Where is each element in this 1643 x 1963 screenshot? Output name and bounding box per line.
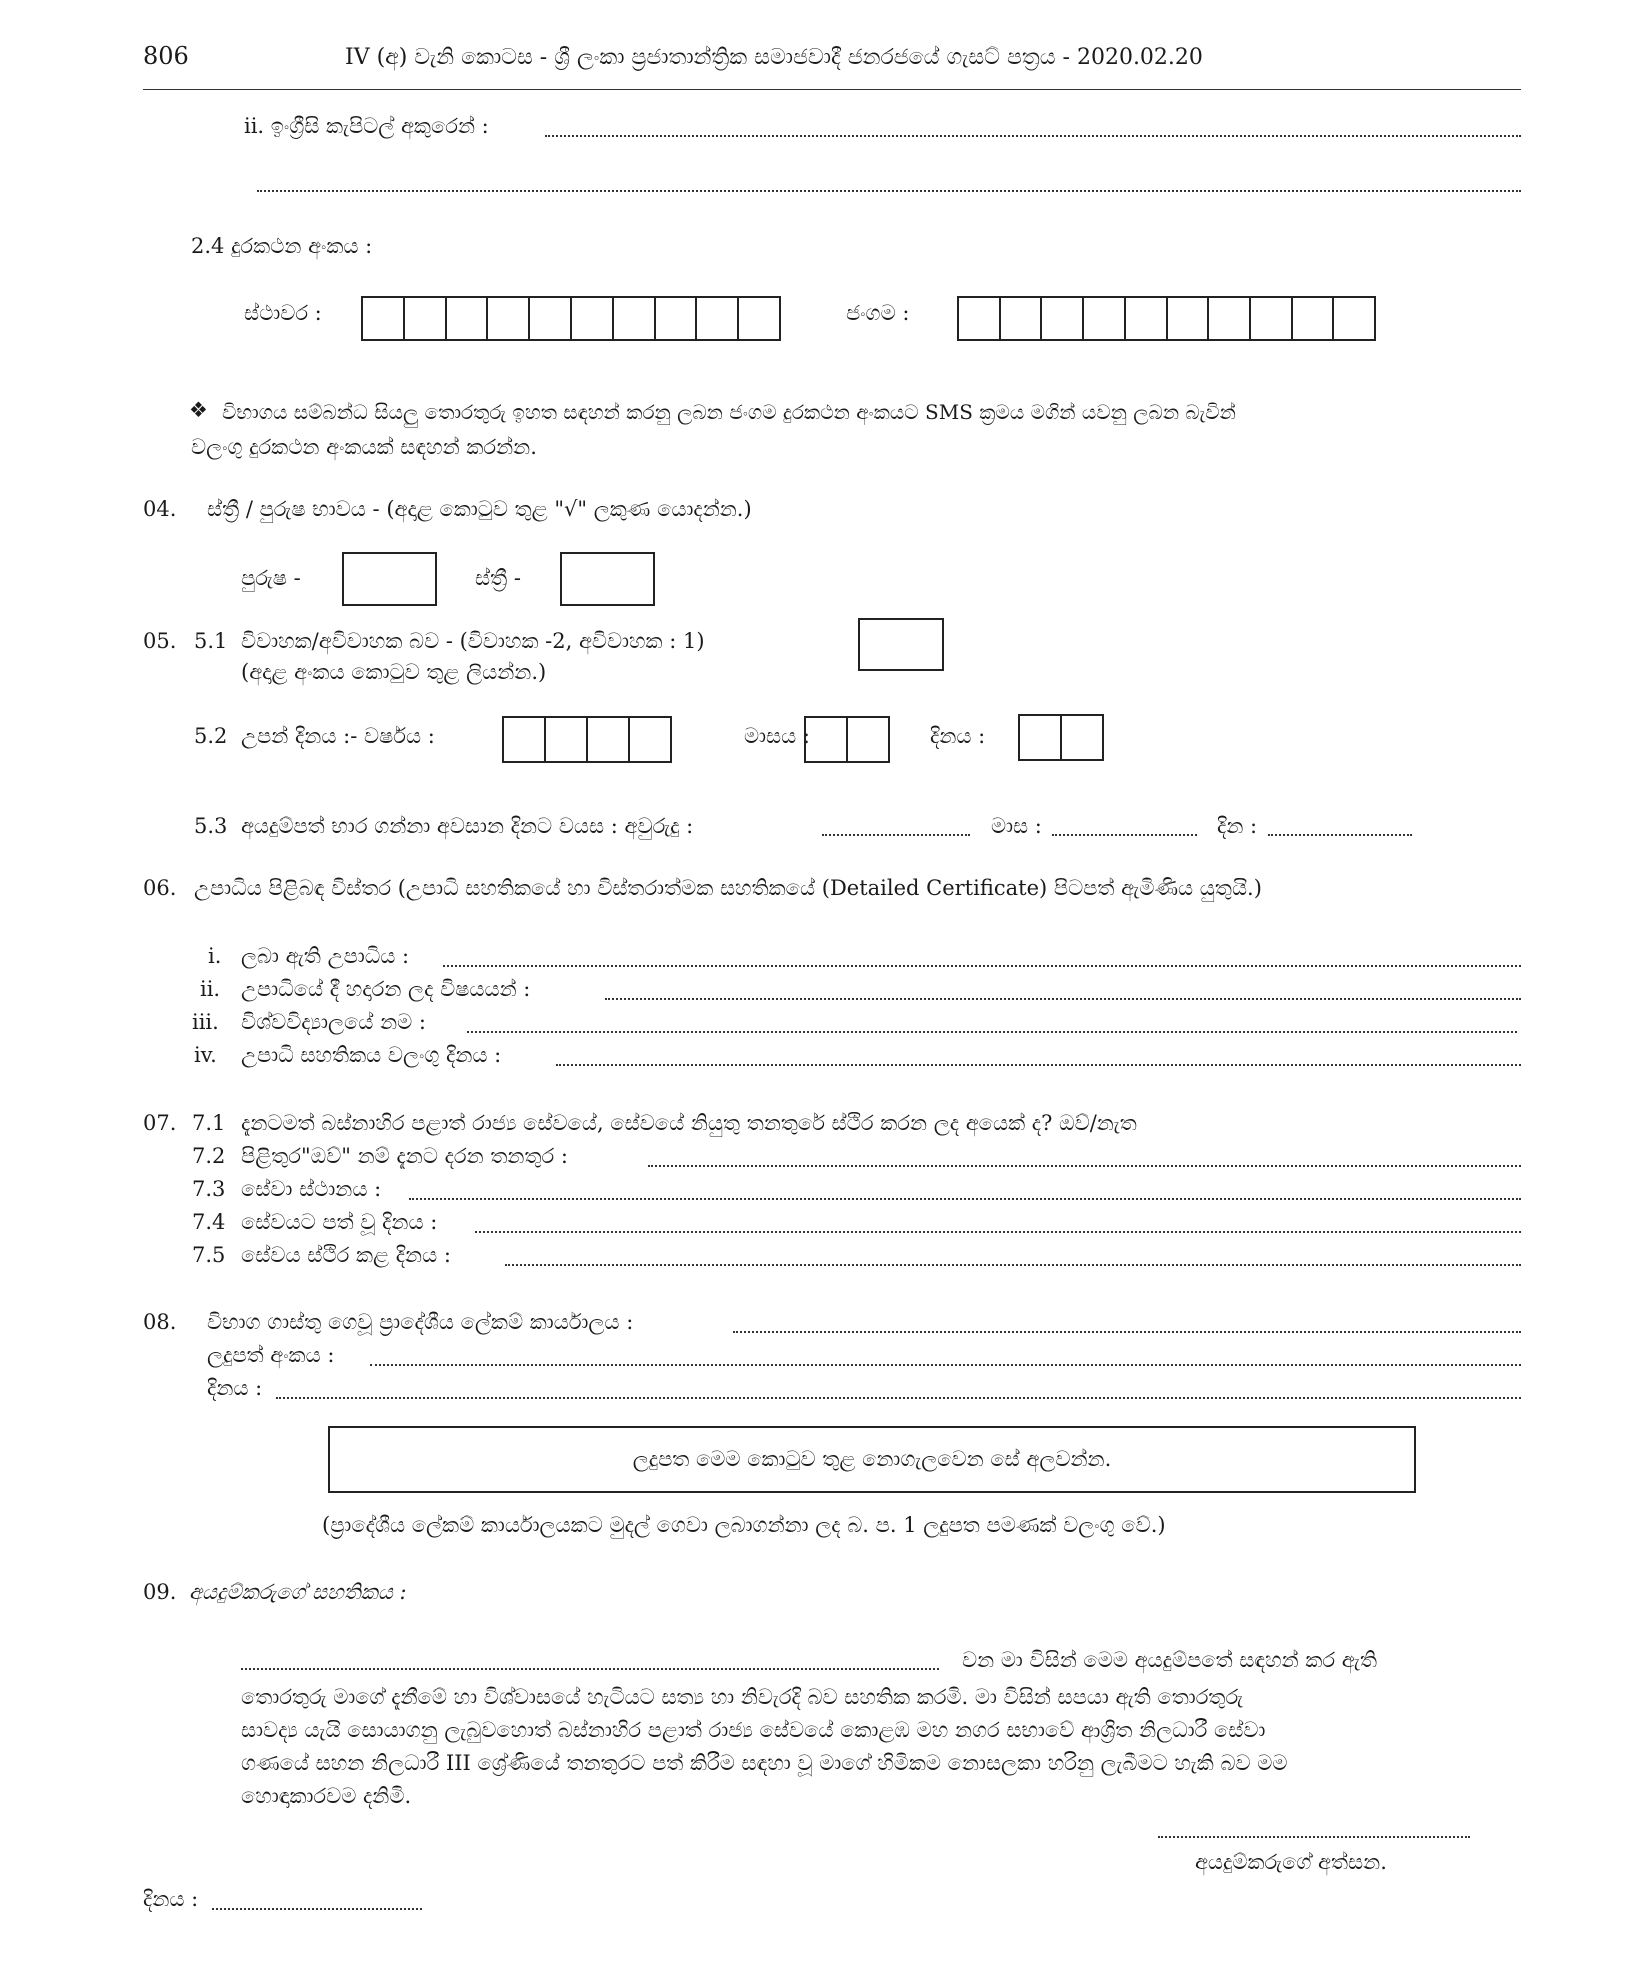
receipt-validity-note: (ප්‍රාදේශීය ලේකම් කාර්යාලයකට මුදල් ගෙවා ලබාගන්නා ලද බ. ප. 1 ලදුපත පමණක් වලංගු වේ.) xyxy=(322,1513,1166,1537)
date-label: දිනය : xyxy=(143,1887,199,1911)
service-item-label: සේවය ස්ථිර කළ දිනය : xyxy=(241,1243,451,1267)
service-item-label: දැනටමත් බස්නාහිර පළාත් රාජ්‍ය සේවයේ, සේවයේ නියුතු තනතුරේ ස්ථිර කරන ලද අයෙක් ද? ඔව්/නැත xyxy=(241,1111,1137,1135)
service-item-num: 7.1 xyxy=(192,1111,226,1135)
degree-item-label: උපාධි සහතිකය වලංගු දිනය : xyxy=(241,1043,502,1067)
declaration-line-4: ගණයේ සහන නිලධාරී III ශ්‍රේණියේ තනතුරට පත් කිරීම සඳහා වූ මාගේ හිමිකම නොසලකා හරිනු ලැබීමට හැකි බව මම xyxy=(241,1751,1288,1775)
q04-text: ස්ත්‍රී / පුරුෂ භාවය - (අදාළ කොටුව තුළ "√" ලකුණ යොදන්න.) xyxy=(207,497,752,521)
birth-day-label: දිනය : xyxy=(930,724,986,748)
age-days-line[interactable] xyxy=(1268,834,1412,836)
confirmation-date-line[interactable] xyxy=(505,1264,1521,1266)
service-item-label: පිළිතුර"ඔව්" නම් දැනට දරන තනතුර : xyxy=(241,1144,568,1168)
current-post-line[interactable] xyxy=(648,1165,1521,1167)
receipt-paste-box[interactable] xyxy=(328,1426,1416,1493)
q09-number: 09. xyxy=(143,1580,177,1604)
english-name-line-1[interactable] xyxy=(545,135,1521,137)
declaration-body xyxy=(241,1681,1521,1813)
university-name-line[interactable] xyxy=(467,1031,1517,1033)
male-label: පුරුෂ - xyxy=(241,566,301,590)
fixed-phone-label: ස්ථාවර : xyxy=(244,301,322,325)
diamond-bullet-icon: ❖ xyxy=(189,398,208,422)
receipt-number-label: ලදුපත් අංකය : xyxy=(207,1343,335,1367)
birth-day-boxes[interactable] xyxy=(1018,714,1104,761)
gazette-title: IV (අ) වැනි කොටස - ශ්‍රී ලංකා ප්‍රජාතාන්ත්‍රික සමාජවාදී ජනරජයේ ගැසට් පත්‍රය - 2020.02.20 xyxy=(345,45,1203,70)
degree-item-num: iii. xyxy=(192,1010,219,1034)
certificate-date-line[interactable] xyxy=(556,1064,1521,1066)
sms-note-line-2: වලංගු දුරකථන අංකයක් සඳහන් කරන්න. xyxy=(191,435,537,459)
english-name-line-2[interactable] xyxy=(257,190,1521,192)
q5-1-number: 5.1 xyxy=(194,629,228,653)
appointment-date-line[interactable] xyxy=(475,1231,1521,1233)
mobile-phone-label: ජංගම : xyxy=(846,301,910,325)
applicant-name-line[interactable] xyxy=(241,1668,939,1670)
q04-number: 04. xyxy=(143,497,177,521)
receipt-date-line[interactable] xyxy=(276,1397,1521,1399)
receipt-number-line[interactable] xyxy=(370,1364,1521,1366)
service-item-num: 7.5 xyxy=(192,1243,226,1267)
declaration-line-1: වන මා විසින් මෙම අයදුම්පතේ සඳහන් කර ඇති xyxy=(962,1648,1378,1672)
age-label: අයදුම්පත් භාර ගන්නා අවසාන දිනට වයස : අවුරුදු : xyxy=(241,814,694,838)
declaration-line-2: තොරතුරු මාගේ දැනීමේ හා විශ්වාසයේ හැටියට සත්‍ය හා නිවැරදි බව සහතික කරමි. මා විසින් සපයා ඇති තොරතුරු xyxy=(241,1685,1244,1709)
female-checkbox[interactable] xyxy=(560,552,655,606)
degree-item-label: උපාධියේ දී හදාරන ලද විෂයයන් : xyxy=(241,977,531,1001)
q5-3-number: 5.3 xyxy=(194,814,228,838)
date-line[interactable] xyxy=(212,1908,422,1910)
age-months-label: මාස : xyxy=(991,814,1042,838)
degree-item-label: විශ්වවිද්‍යාලයේ නම : xyxy=(241,1010,426,1034)
fixed-phone-boxes[interactable] xyxy=(361,296,781,341)
birth-year-label: උපන් දිනය :- වර්ෂය : xyxy=(241,724,435,748)
marital-status-text: විවාහක/අවිවාහක බව - (විවාහක -2, අවිවාහක : 1) xyxy=(241,629,705,653)
birth-month-label: මාසය : xyxy=(744,724,810,748)
degree-item-num: ii. xyxy=(200,977,221,1001)
page-number: 806 xyxy=(143,42,189,70)
q06-number: 06. xyxy=(143,876,177,900)
english-name-label: ii. ඉංග්‍රීසි කැපිටල් අකුරෙන් : xyxy=(244,114,489,138)
declaration-line-3: සාවද්‍ය යැයි සොයාගනු ලැබුවහොත් බස්නාහිර පළාත් රාජ්‍ය සේවයේ කොළඹ මහ නගර සභාවේ ආශ්‍රිත නිලධාරී සේවා xyxy=(241,1718,1266,1742)
fee-office-line[interactable] xyxy=(733,1331,1521,1333)
receipt-date-label: දිනය : xyxy=(207,1376,263,1400)
service-item-num: 7.4 xyxy=(192,1210,226,1234)
degree-obtained-line[interactable] xyxy=(443,965,1521,967)
certificate-heading: අයදුම්කරුගේ සහතිකය : xyxy=(189,1580,407,1604)
q08-number: 08. xyxy=(143,1310,177,1334)
receipt-box-text: ලදුපත මෙම කොටුව තුළ නොගැලවෙන සේ අලවන්න. xyxy=(632,1447,1112,1471)
service-item-label: සේවා ස්ථානය : xyxy=(241,1177,382,1201)
header-rule xyxy=(143,89,1521,90)
degree-subjects-line[interactable] xyxy=(605,998,1521,1000)
degree-item-label: ලබා ඇති උපාධිය : xyxy=(241,944,410,968)
male-checkbox[interactable] xyxy=(342,552,437,606)
signature-line[interactable] xyxy=(1158,1836,1470,1838)
q5-2-number: 5.2 xyxy=(194,724,228,748)
signature-label: අයදුම්කරුගේ අත්සන. xyxy=(1195,1850,1387,1874)
mobile-phone-boxes[interactable] xyxy=(957,296,1376,341)
service-item-num: 7.3 xyxy=(192,1177,226,1201)
sms-note-line-1: විභාගය සම්බන්ධ සියලු තොරතුරු ඉහත සඳහන් කරනු ලබන ජංගම දුරකථන අංකයට SMS ක්‍රමය මගින් යවනු ලබන බැවින් xyxy=(222,400,1236,424)
service-item-label: සේවයට පත් වූ දිනය : xyxy=(241,1210,438,1234)
age-months-line[interactable] xyxy=(1052,834,1197,836)
marital-status-note: (අදාළ අංකය කොටුව තුළ ලියන්න.) xyxy=(241,660,547,684)
birth-year-boxes[interactable] xyxy=(502,716,672,763)
service-item-num: 7.2 xyxy=(192,1144,226,1168)
age-years-line[interactable] xyxy=(822,834,970,836)
q05-number: 05. xyxy=(143,629,177,653)
q07-number: 07. xyxy=(143,1111,177,1135)
female-label: ස්ත්‍රී - xyxy=(475,566,521,590)
marital-status-box[interactable] xyxy=(858,618,944,671)
birth-month-boxes[interactable] xyxy=(804,716,890,763)
q06-text: උපාධිය පිළිබඳ විස්තර (උපාධි සහතිකයේ හා විස්තරාත්මක සහතිකයේ (Detailed Certificate) පිටපත් ඇමිණිය යුතුයි.) xyxy=(194,876,1262,900)
degree-item-num: i. xyxy=(208,944,222,968)
degree-item-num: iv. xyxy=(194,1043,217,1067)
service-station-line[interactable] xyxy=(409,1198,1521,1200)
fee-office-label: විභාග ගාස්තු ගෙවූ ප්‍රාදේශීය ලේකම් කාර්යාලය : xyxy=(207,1310,634,1334)
age-days-label: දින : xyxy=(1217,814,1258,838)
declaration-line-5: හොඳාකාරවම දනිමි. xyxy=(241,1784,412,1808)
phone-heading: 2.4 දුරකථන අංකය : xyxy=(191,234,373,258)
